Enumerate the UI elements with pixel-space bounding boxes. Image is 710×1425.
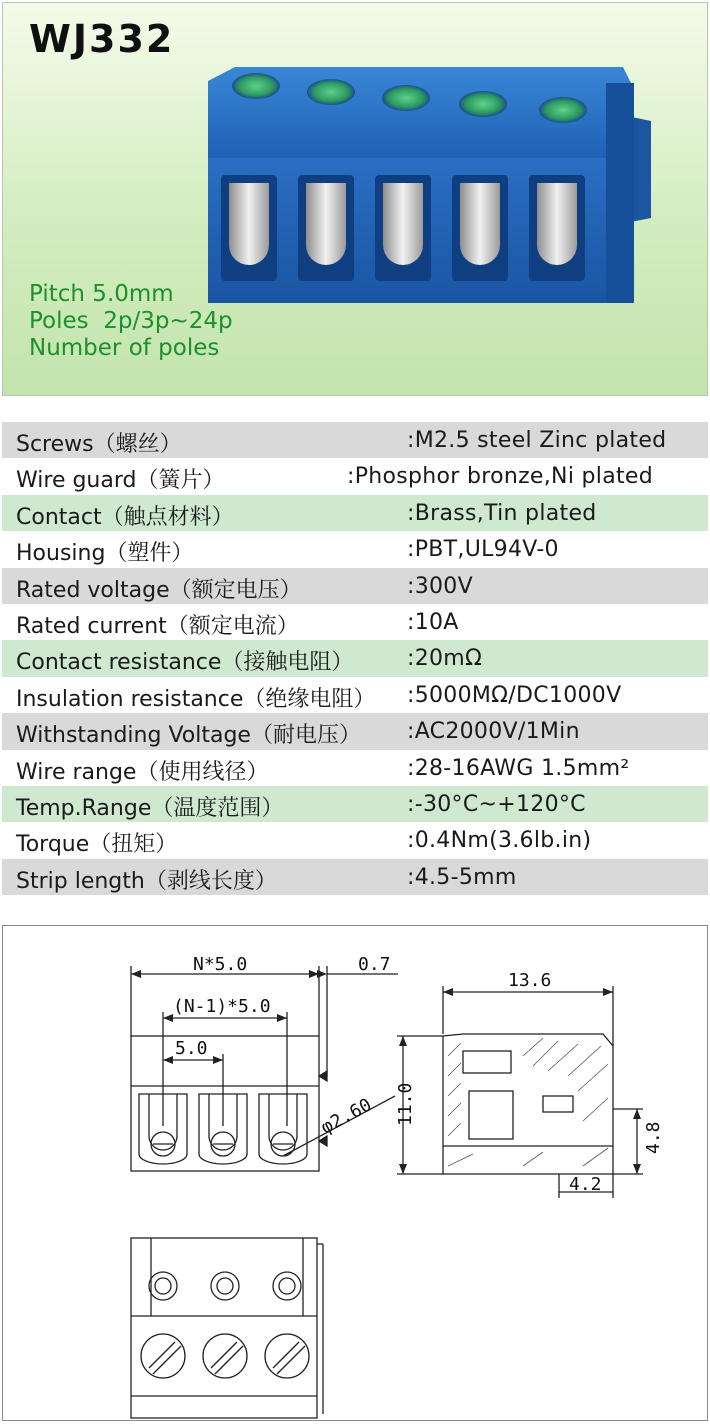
spec-label: Rated current（额定电流） — [16, 613, 299, 639]
number-of-poles-text: Number of poles — [29, 335, 220, 361]
spec-row-wire-range — [2, 750, 708, 786]
product-summary — [29, 281, 233, 362]
spec-label: Rated voltage（额定电压） — [16, 577, 302, 603]
spec-row-contact-resistance — [2, 640, 708, 676]
dim-pitch: 5.0 — [175, 1038, 208, 1059]
dim-height: 11.0 — [395, 1082, 416, 1126]
spec-value: :10A — [407, 609, 459, 635]
spec-label: Wire guard（簧片） — [16, 468, 225, 494]
dimension-drawing — [3, 926, 709, 1422]
spec-row-insulation-resistance — [2, 677, 708, 713]
top-view — [131, 1238, 323, 1418]
dim-pin-height: 4.8 — [643, 1121, 664, 1154]
spec-row-withstanding-voltage — [2, 713, 708, 749]
spec-value: :Brass,Tin plated — [407, 500, 597, 526]
dim-gap: 0.7 — [358, 954, 391, 975]
pitch-text: Pitch 5.0mm — [29, 281, 174, 307]
dim-total-width: N*5.0 — [193, 954, 248, 975]
spec-row-housing — [2, 531, 708, 567]
spec-label: Screws（螺丝） — [16, 432, 182, 457]
spec-label: Insulation resistance（绝缘电阻） — [16, 686, 376, 712]
spec-row-strip-length — [2, 859, 708, 895]
dim-span: (N-1)*5.0 — [173, 996, 271, 1017]
spec-value: :0.4Nm(3.6lb.in) — [407, 828, 592, 854]
spec-value: :Phosphor bronze,Ni plated — [347, 464, 654, 490]
dim-depth: 13.6 — [508, 970, 552, 991]
spec-table — [2, 422, 708, 895]
side-view-hatching — [448, 1038, 608, 1166]
spec-value: :28-16AWG 1.5mm² — [407, 755, 630, 781]
spec-row-contact — [2, 495, 708, 531]
spec-value: :5000MΩ/DC1000V — [407, 682, 622, 708]
poles-text: Poles 2p/3p~24p — [29, 308, 233, 334]
product-photo-panel — [2, 2, 708, 396]
spec-value: :M2.5 steel Zinc plated — [407, 428, 667, 453]
spec-label: Contact resistance（接触电阻） — [16, 650, 354, 676]
spec-label: Wire range（使用线径） — [16, 759, 269, 785]
spec-value: :4.5-5mm — [407, 864, 517, 890]
spec-row-rated-voltage — [2, 568, 708, 604]
spec-label: Withstanding Voltage（耐电压） — [16, 723, 361, 749]
spec-value: :300V — [407, 573, 473, 599]
front-view-outline — [131, 1036, 319, 1171]
spec-label: Torque（扭矩） — [16, 832, 178, 858]
spec-value: :-30°C~+120°C — [407, 791, 586, 817]
spec-label: Strip length（剥线长度） — [16, 868, 277, 894]
spec-row-rated-current — [2, 604, 708, 640]
spec-label: Contact（触点材料） — [16, 504, 234, 530]
spec-label: Housing（塑件） — [16, 541, 194, 567]
spec-row-wire-guard — [2, 458, 708, 494]
spec-row-screws — [2, 422, 708, 458]
spec-value: :PBT,UL94V-0 — [407, 537, 559, 563]
dim-hole: φ2.60 — [317, 1094, 376, 1139]
spec-row-temp-range — [2, 786, 708, 822]
side-view — [397, 986, 643, 1198]
spec-value: :AC2000V/1Min — [407, 719, 580, 745]
spec-value: :20mΩ — [407, 646, 483, 672]
spec-label: Temp.Range（温度范围） — [16, 795, 284, 821]
technical-drawing-panel — [2, 925, 708, 1421]
dim-pin-offset: 4.2 — [569, 1174, 602, 1195]
spec-row-torque — [2, 822, 708, 858]
model-title: WJ332 — [29, 17, 175, 61]
